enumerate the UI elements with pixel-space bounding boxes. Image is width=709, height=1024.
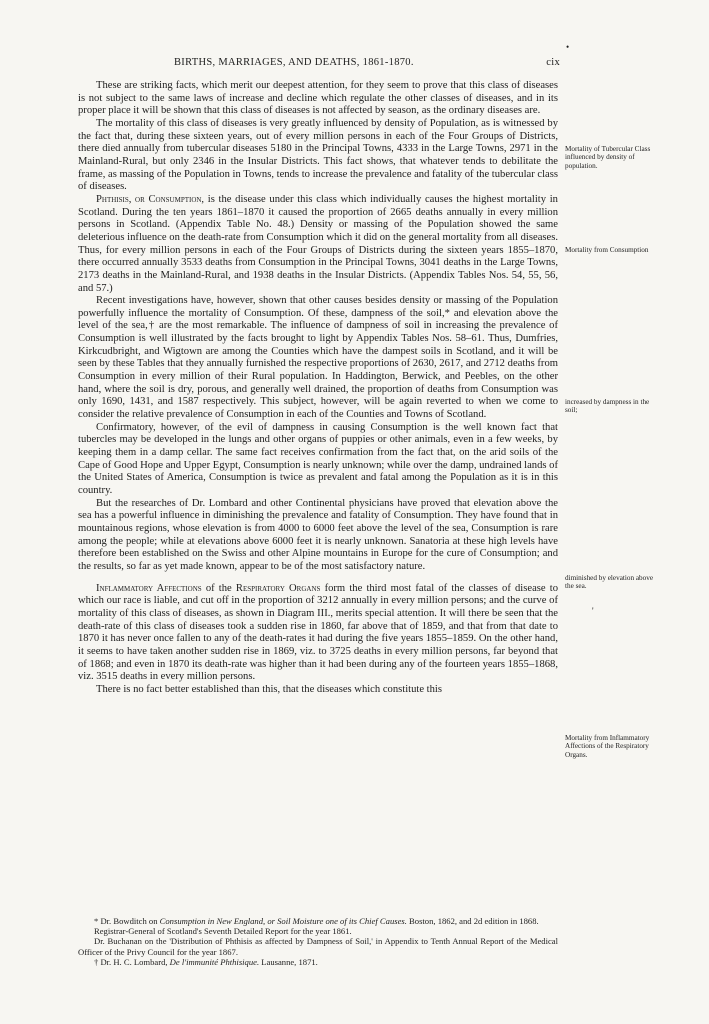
- footnote-1-lead: * Dr. Bowditch on: [94, 916, 160, 926]
- section-gap: [78, 574, 558, 583]
- footnote-1-title: Consumption in New England, or Soil Moisture one of its Chief Causes.: [159, 916, 407, 926]
- sidenote-tubercular: Mortality of Tubercular Class influenced by density of population.: [565, 145, 651, 170]
- footnote-bowditch: [78, 916, 558, 926]
- footnote-4-tail: Lausanne, 1871.: [259, 956, 318, 967]
- footnote-registrar: Registrar-General of Scotland's Seventh Detailed Report for the year 1861.: [94, 926, 352, 937]
- sidenote-consumption: Mortality from Consumption: [565, 246, 649, 254]
- footnote-4-lead: † Dr. H. C. Lombard,: [94, 956, 170, 967]
- body-text: [78, 80, 558, 697]
- sidenote-elevation: diminished by elevation above the sea.: [565, 574, 654, 591]
- footnote-lombard: [78, 957, 558, 967]
- sidenote-dampness: increased by dampness in the soil;: [565, 398, 650, 415]
- paragraph-6: But the researches of Dr. Lombard and other Continental physicians have proved that elevation above the sea has a powerful influence in diminishing the prevalence and fatality of Consumption. They have found that in mountainous regions, whose elevation is from 4000 to 6000 feet above the level of the sea, Consumption is rare among the people; while at elevations above 6000 feet it is nearly unknown. Sanatoria at these high levels have therefore been established on the Swiss and other Alpine mountains in Europe for the cure of Consumption; and the results, so far as yet made known, appear to be of the most satisfactory nature.: [78, 497, 558, 572]
- margin-tick: ': [592, 606, 594, 616]
- paragraph-3-text: is the disease under this class which individually causes the highest mortality in Scotland. During the ten years 1861–1870 it caused the proportion of 2665 deaths annually in every million persons in Scotland. (Appendix Table No. 48.) Density or massing of the Population showed the same deleterious influence on the death-rate from Consumption which it did on the general mortality from all diseases. Thus, for every million persons in each of the Four Groups of Districts during the sixteen years 1855–1870, there occurred annually 3533 deaths from Consumption in the Principal Towns, 3041 deaths in the Large Towns, 2173 deaths in the Mainland-Rural, and 1938 deaths in the Insular Districts. (Appendix Tables Nos. 54, 55, 56, and 57.): [78, 193, 558, 294]
- sidenote-respiratory: Mortality from Inflammatory Affections of the Respiratory Organs.: [565, 734, 650, 759]
- inflammatory-heading: Inflammatory Affections: [96, 582, 202, 594]
- header-title: BIRTHS, MARRIAGES, AND DEATHS, 1861-1870.: [174, 57, 414, 68]
- paragraph-7-mid: of the: [201, 582, 236, 594]
- paragraph-4: Recent investigations have, however, shown that other causes besides density or massing of the Population powerfully influence the mortality of Consumption. Of these, dampness of the soil,* and elevation above the level of the sea,† are the most remarkable. The influence of dampness of soil in increasing the prevalence of Consumption is well illustrated by the facts brought to light by Appendix Tables Nos. 58–61. Thus, Dumfries, Kirkcudbright, and Wigtown are among the Counties which have the dampest soils in Scotland, and it will be seen by these Tables that they annually furnished the respective proportions of 2630, 2617, and 2712 deaths from Consumption in every million of their Rural population. In Haddington, Berwick, and Peebles, on the other hand, where the soil is dry, porous, and generally well drained, the proportion of deaths from Consumption was only 1690, 1431, and 1587 respectively. This subject, however, will be again reverted to when we come to consider the relative prevalence of Consumption in each of the Counties and Towns of Scotland.: [78, 295, 558, 421]
- phthisis-heading: Phthisis, or Consumption,: [96, 193, 205, 205]
- footnote-1-tail: Boston, 1862, and 2d edition in 1868.: [406, 916, 539, 926]
- footnote-4-title: De l'immunité Phthisique.: [169, 956, 260, 967]
- page-number: cix: [546, 57, 560, 68]
- paragraph-2: The mortality of this class of diseases is very greatly influenced by density of Population, as is witnessed by the fact that, during these sixteen years, out of every million persons in each of the Four Groups of Districts, there died annually from tubercular diseases 5180 in the Principal Towns, 4333 in the Large Towns, 2971 in the Mainland-Rural, but only 2346 in the Insular Districts. This fact shows, that whatever tends to debilitate the frame, as massing of the Population in Towns, tends to increase the prevalence and fatality of the tubercular class of diseases.: [78, 117, 558, 193]
- paragraph-1: These are striking facts, which merit our deepest attention, for they seem to prove that this class of diseases is not subject to the same laws of increase and decline which regulate the other classes of diseases, and in its proper place it will be shown that this class of diseases is not affected by season, as the ordinary diseases are.: [78, 80, 558, 117]
- paragraph-7: [78, 583, 558, 684]
- paragraph-7-text: form the third most fatal of the classes of disease to which our race is liable, and cut off in the proportion of 3212 annually in every million persons; and the curve of mortality of this class of diseases, as shown in Diagram III., merits special attention. It will there be seen that the death-rate of this class of diseases took a sudden rise in 1860, far above that of 1859, and that from that date to 1870 it has never once fallen to any of the death-rates it had during the five years 1855–1859. On the other hand, it seems to have taken another sudden rise in 1869, viz. to 3725 deaths in every million persons, far beyond that of 1868; and even in 1870 its death-rate was higher than it had been during any of the fourteen years 1855–1868, viz. 3515 deaths in every million persons.: [78, 582, 558, 683]
- respiratory-heading: Respiratory Organs: [235, 582, 321, 594]
- paragraph-5: Confirmatory, however, of the evil of dampness in causing Consumption is the well known fact that tubercles may be developed in the lungs and other organs of puppies or other animals, even in a few weeks, by keeping them in a damp cellar. The same fact receives confirmation from the fact that, on the arid soils of the Cape of Good Hope and Upper Egypt, Consumption is nearly unknown; while over the damp, undrained lands of the United States of America, Consumption is twice as prevalent and fatal among the Population as it is in this country.: [78, 421, 558, 496]
- running-header: [78, 57, 560, 73]
- footnote-buchanan: Dr. Buchanan on the 'Distribution of Phthisis as affected by Dampness of Soil,' in Appendix to Tenth Annual Report of the Medical Officer of the Privy Council for the year 1867.: [78, 936, 558, 957]
- footnotes: [78, 916, 558, 967]
- paragraph-3: [78, 194, 558, 295]
- corner-mark: •: [566, 42, 570, 52]
- paragraph-8: There is no fact better established than this, that the diseases which constitute this: [96, 683, 442, 695]
